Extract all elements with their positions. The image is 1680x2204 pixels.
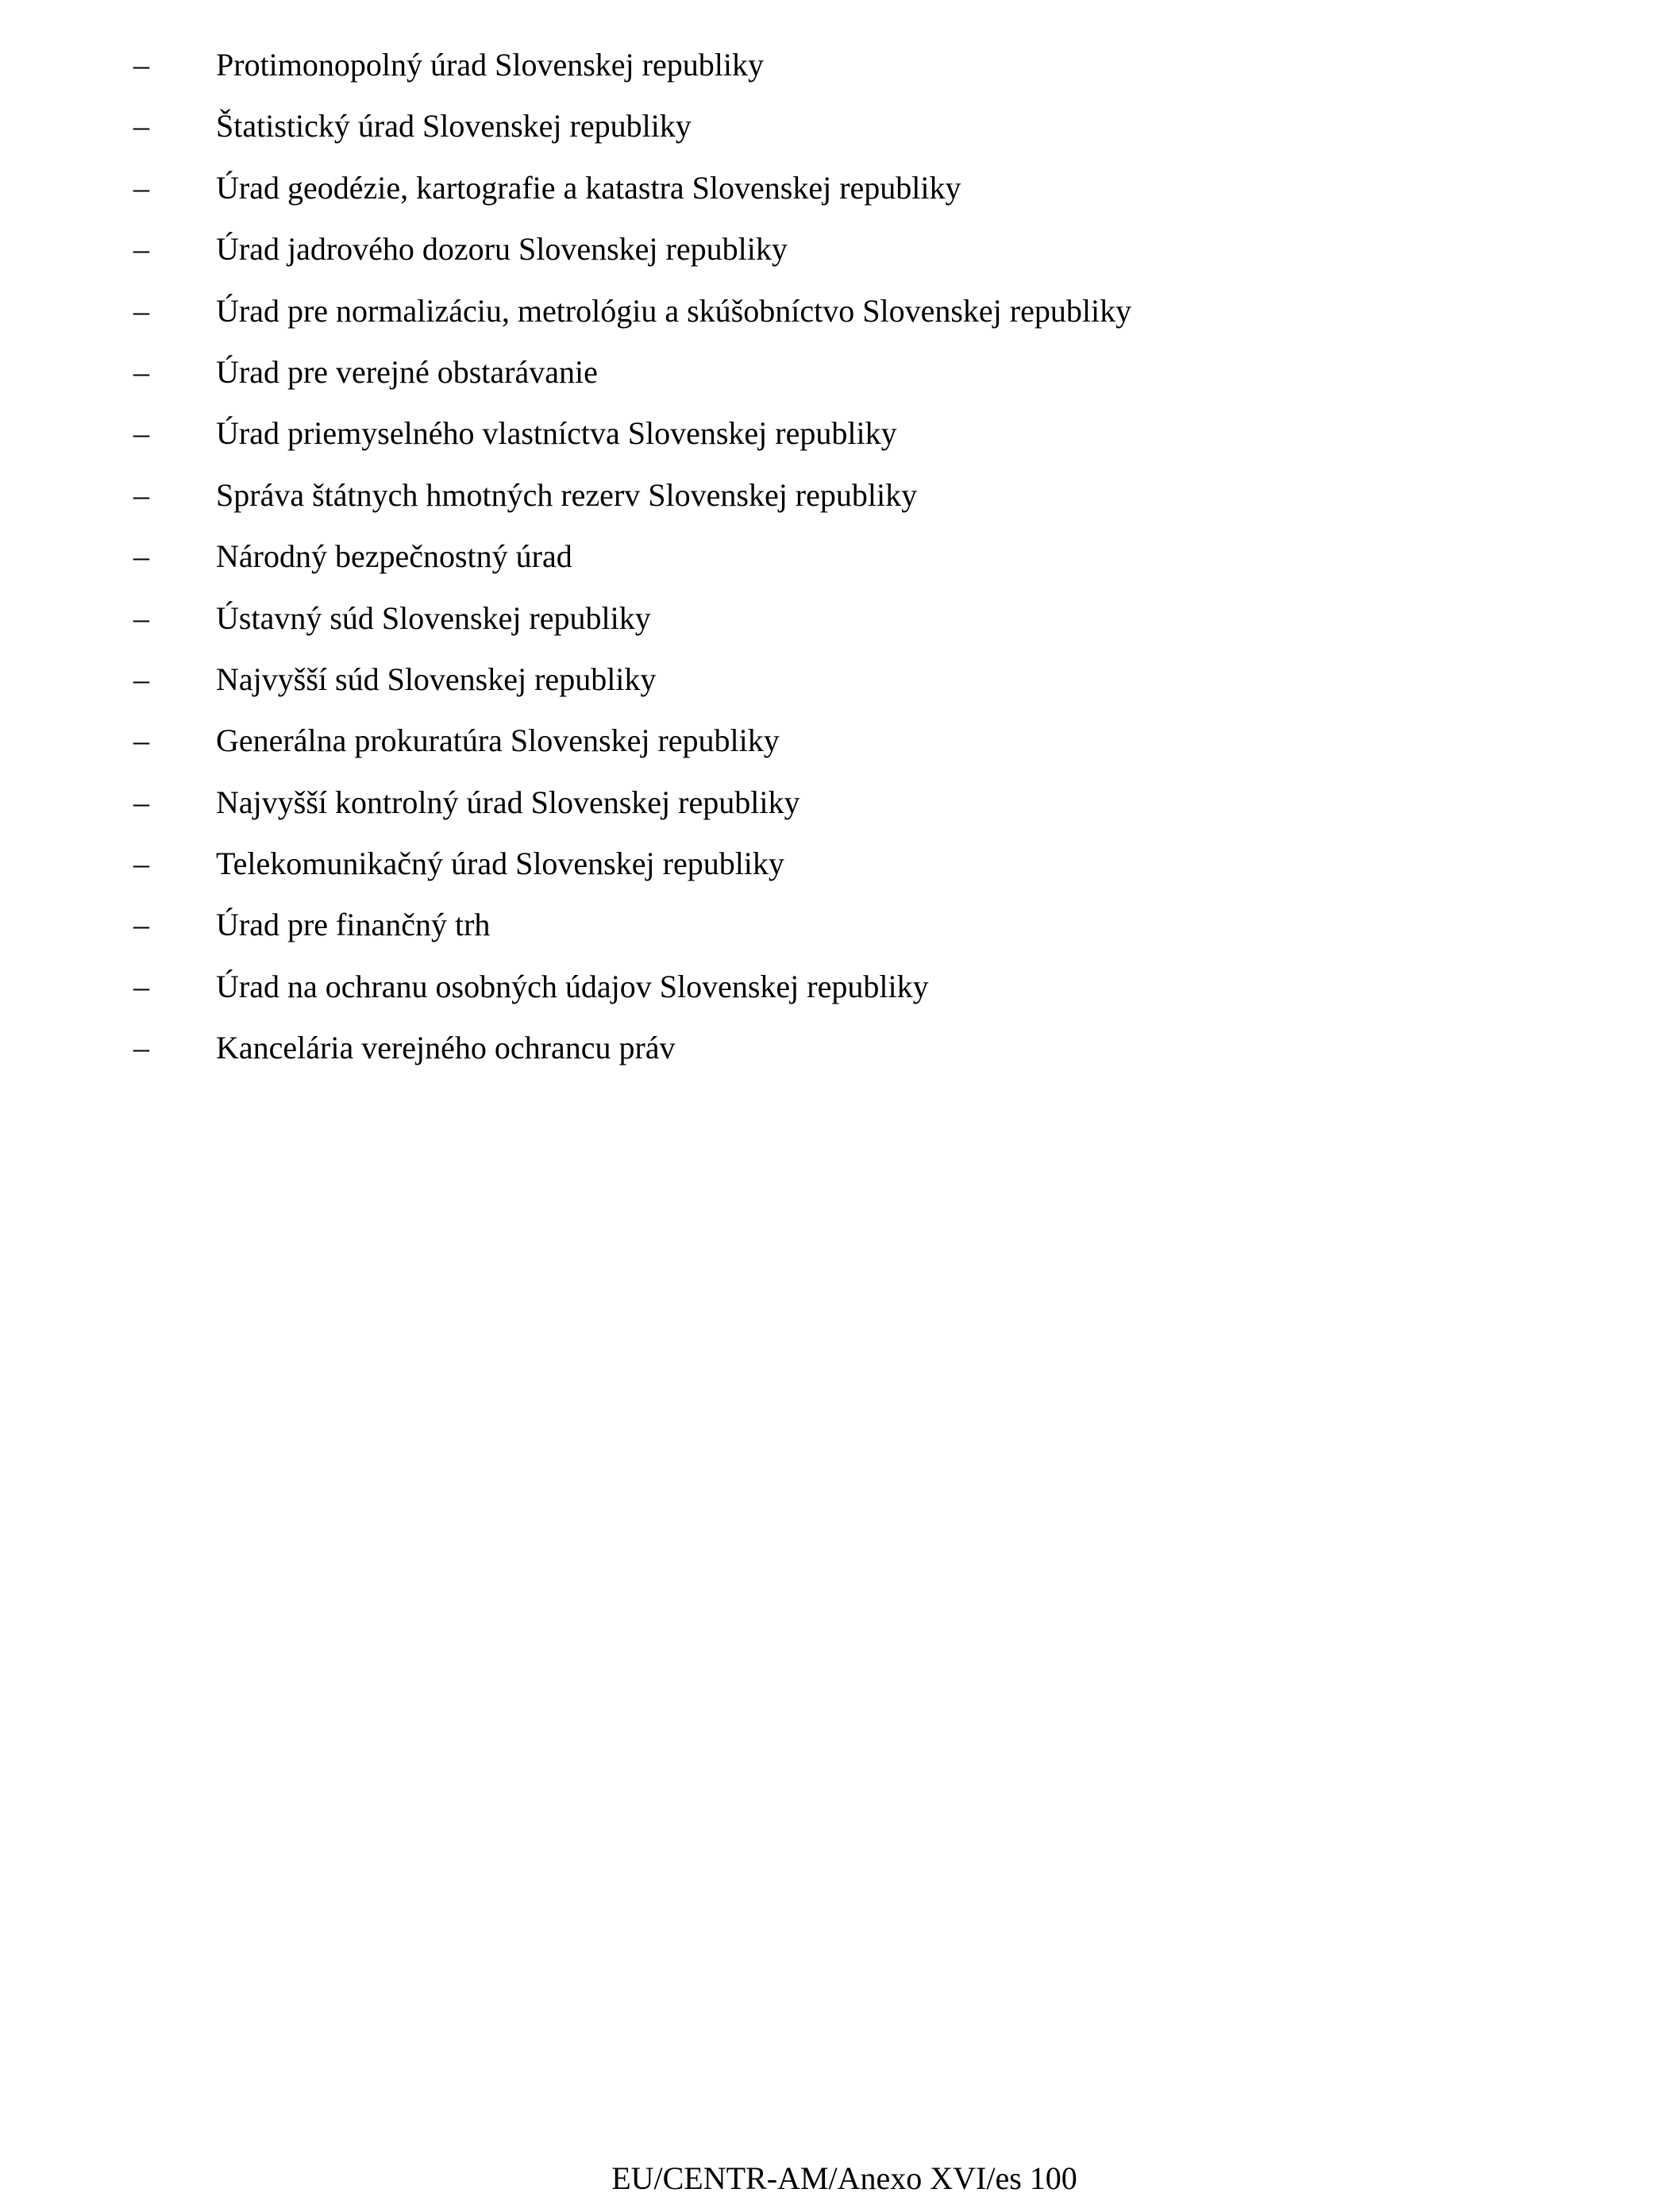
list-item-text: Kancelária verejného ochrancu práv (216, 1030, 676, 1066)
dash-bullet: – (133, 661, 149, 697)
dash-bullet: – (133, 968, 149, 1004)
dash-bullet: – (133, 108, 149, 144)
dash-bullet: – (133, 599, 149, 636)
list-item-text: Telekomunikačný úrad Slovenskej republiky (216, 846, 784, 882)
list-item-text: Úrad priemyselného vlastníctva Slovenskej republiky (216, 415, 897, 452)
dash-bullet: – (133, 784, 149, 820)
dash-bullet: – (133, 47, 149, 83)
list-item-text: Protimonopolný úrad Slovenskej republiky (216, 47, 764, 83)
footer-reference: EU/CENTR-AM/Anexo XVI/es 100 (611, 2160, 1077, 2196)
list-item-text: Ústavný súd Slovenskej republiky (216, 599, 651, 636)
list-item-text: Správa štátnych hmotných rezerv Slovenskej republiky (216, 476, 918, 513)
dash-bullet: – (133, 722, 149, 759)
dash-bullet: – (133, 169, 149, 206)
dash-bullet: – (133, 292, 149, 329)
dash-bullet: – (133, 538, 149, 575)
list-item-text: Úrad jadrového dozoru Slovenskej republiky (216, 231, 788, 268)
dash-bullet: – (133, 907, 149, 943)
list-item-text: Úrad na ochranu osobných údajov Slovenskej republiky (216, 968, 929, 1004)
list-item-text: Národný bezpečnostný úrad (216, 538, 572, 575)
dash-bullet: – (133, 415, 149, 452)
dash-bullet: – (133, 353, 149, 390)
dash-bullet: – (133, 231, 149, 268)
list-item-text: Úrad pre finančný trh (216, 907, 491, 943)
list-item-text: Najvyšší kontrolný úrad Slovenskej republiky (216, 784, 800, 820)
list-item-text: Úrad geodézie, kartografie a katastra Slovenskej republiky (216, 169, 961, 206)
dash-bullet: – (133, 846, 149, 882)
list-item-text: Štatistický úrad Slovenskej republiky (216, 108, 692, 144)
list-item-text: Najvyšší súd Slovenskej republiky (216, 661, 657, 697)
dash-bullet: – (133, 476, 149, 513)
dash-bullet: – (133, 1030, 149, 1066)
list-item-text: Generálna prokuratúra Slovenskej republiky (216, 722, 780, 759)
list-item-text: Úrad pre normalizáciu, metrológiu a skúšobníctvo Slovenskej republiky (216, 292, 1132, 329)
list-item-text: Úrad pre verejné obstarávanie (216, 353, 598, 390)
page-footer (0, 2155, 1680, 2202)
